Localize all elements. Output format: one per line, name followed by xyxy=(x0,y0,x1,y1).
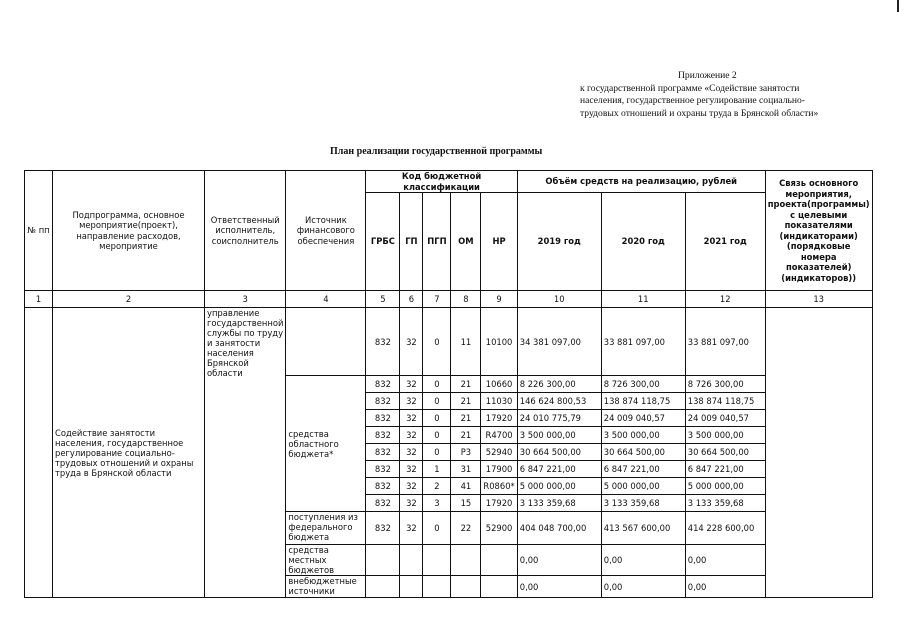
cell-2021: 8 726 300,00 xyxy=(685,376,765,393)
cell-grbs: 832 xyxy=(366,478,400,495)
cell-om: 11 xyxy=(451,308,481,376)
cell-nr: 17920 xyxy=(481,410,517,427)
cell-pgp: 0 xyxy=(423,427,451,444)
cell-om: 15 xyxy=(451,495,481,512)
column-number: 5 xyxy=(366,291,400,308)
cell-nr: 17900 xyxy=(481,461,517,478)
cell-2019: 24 010 775,79 xyxy=(517,410,601,427)
cell-2020: 33 881 097,00 xyxy=(601,308,685,376)
cell-2019: 6 847 221,00 xyxy=(517,461,601,478)
cell-grbs: 832 xyxy=(366,444,400,461)
header-nr: НР xyxy=(481,193,517,291)
cell-2020: 0,00 xyxy=(601,545,685,576)
cell-pgp: 0 xyxy=(423,376,451,393)
cell-grbs: 832 xyxy=(366,308,400,376)
column-number: 8 xyxy=(451,291,481,308)
cell-2021: 30 664 500,00 xyxy=(685,444,765,461)
header-2021: 2021 год xyxy=(685,193,765,291)
cell-gp: 32 xyxy=(400,393,423,410)
cell-gp: 32 xyxy=(400,461,423,478)
cell-2021: 5 000 000,00 xyxy=(685,478,765,495)
cell-pgp: 0 xyxy=(423,410,451,427)
cell-gp: 32 xyxy=(400,427,423,444)
cell-gp: 32 xyxy=(400,308,423,376)
cell-nr: R0860* xyxy=(481,478,517,495)
cell-pgp: 2 xyxy=(423,478,451,495)
table-row xyxy=(25,308,873,376)
cell-nr: 10660 xyxy=(481,376,517,393)
column-number: 9 xyxy=(481,291,517,308)
plan-table xyxy=(24,170,873,598)
column-number: 3 xyxy=(205,291,286,308)
cell-2021: 138 874 118,75 xyxy=(685,393,765,410)
cell-om: 21 xyxy=(451,376,481,393)
cell-2020: 5 000 000,00 xyxy=(601,478,685,495)
cell-gp: 32 xyxy=(400,478,423,495)
source-empty xyxy=(286,308,366,376)
cell-pgp: 3 xyxy=(423,495,451,512)
header-source: Источник финансового обеспечения xyxy=(286,171,366,291)
column-number: 6 xyxy=(400,291,423,308)
cell-gp xyxy=(400,545,423,576)
source-federal: поступления из федерального бюджета xyxy=(286,512,366,545)
cell-2019: 30 664 500,00 xyxy=(517,444,601,461)
cell-om: 21 xyxy=(451,410,481,427)
cell-om: P3 xyxy=(451,444,481,461)
cell-nr xyxy=(481,545,517,576)
cell-grbs: 832 xyxy=(366,410,400,427)
cell-grbs: 832 xyxy=(366,495,400,512)
cell-om: 41 xyxy=(451,478,481,495)
column-number: 4 xyxy=(286,291,366,308)
cell-pgp: 0 xyxy=(423,308,451,376)
header-2019: 2019 год xyxy=(517,193,601,291)
cell-2020: 3 500 000,00 xyxy=(601,427,685,444)
cell-grbs: 832 xyxy=(366,376,400,393)
source-regional: средства областного бюджета* xyxy=(286,376,366,512)
cell-nr xyxy=(481,576,517,598)
header-volume: Объём средств на реализацию, рублей xyxy=(517,171,765,193)
cell-nr: R4700 xyxy=(481,427,517,444)
cell-gp: 32 xyxy=(400,410,423,427)
cell-2019: 3 133 359,68 xyxy=(517,495,601,512)
cell-2021: 0,00 xyxy=(685,545,765,576)
header-2020: 2020 год xyxy=(601,193,685,291)
appendix-title: Приложение 2 xyxy=(678,70,737,81)
header-budget-code: Код бюджетной классификации xyxy=(366,171,517,193)
header-subprogram: Подпрограмма, основное мероприятие(проект), направление расходов, мероприятие xyxy=(53,171,205,291)
subprogram-name: Содействие занятости населения, государственное регулирование социально-трудовых отношений и охраны труда в Брянской области xyxy=(53,308,205,598)
cell-pgp xyxy=(423,545,451,576)
link-cell xyxy=(765,308,872,598)
cell-2019: 34 381 097,00 xyxy=(517,308,601,376)
appendix-line: населения, государственное регулирование социально- xyxy=(580,95,805,106)
executor-name: управление государственной службы по труду и занятости населения Брянской области xyxy=(205,308,286,598)
cell-pgp: 0 xyxy=(423,393,451,410)
cell-2020: 413 567 600,00 xyxy=(601,512,685,545)
cell-grbs xyxy=(366,545,400,576)
column-number: 12 xyxy=(685,291,765,308)
plan-title: План реализации государственной программы xyxy=(330,146,543,157)
cell-2020: 138 874 118,75 xyxy=(601,393,685,410)
header-om: ОМ xyxy=(451,193,481,291)
cell-2021: 3 133 359,68 xyxy=(685,495,765,512)
appendix-line: к государственной программе «Содействие занятости xyxy=(580,82,800,94)
source-offbudget: внебюджетные источники xyxy=(286,576,366,598)
cell-nr: 17920 xyxy=(481,495,517,512)
cell-2019: 146 624 800,53 xyxy=(517,393,601,410)
cell-om xyxy=(451,545,481,576)
header-pgp: ПГП xyxy=(423,193,451,291)
cell-grbs: 832 xyxy=(366,461,400,478)
cell-gp xyxy=(400,576,423,598)
cell-om: 21 xyxy=(451,427,481,444)
cell-nr: 52900 xyxy=(481,512,517,545)
header-link: Связь основного мероприятия, проекта(программы) с целевыми показателями (индикаторами) (порядковые номера показателей) (индикаторов)) xyxy=(765,171,872,291)
cell-pgp: 0 xyxy=(423,512,451,545)
cell-2020: 3 133 359,68 xyxy=(601,495,685,512)
cell-2021: 414 228 600,00 xyxy=(685,512,765,545)
header-no: № пп xyxy=(25,171,53,291)
cell-om: 22 xyxy=(451,512,481,545)
header-grbs: ГРБС xyxy=(366,193,400,291)
cell-grbs: 832 xyxy=(366,393,400,410)
source-local: средства местных бюджетов xyxy=(286,545,366,576)
cell-gp: 32 xyxy=(400,444,423,461)
cell-om: 21 xyxy=(451,393,481,410)
cell-2019: 0,00 xyxy=(517,545,601,576)
row-number-cell xyxy=(25,308,53,598)
cell-pgp xyxy=(423,576,451,598)
column-number: 1 xyxy=(25,291,53,308)
cell-grbs: 832 xyxy=(366,512,400,545)
cell-2019: 8 226 300,00 xyxy=(517,376,601,393)
column-number: 7 xyxy=(423,291,451,308)
cell-nr: 11030 xyxy=(481,393,517,410)
cell-2021: 33 881 097,00 xyxy=(685,308,765,376)
cell-2021: 3 500 000,00 xyxy=(685,427,765,444)
cell-2019: 404 048 700,00 xyxy=(517,512,601,545)
cell-gp: 32 xyxy=(400,376,423,393)
cell-om xyxy=(451,576,481,598)
column-number: 13 xyxy=(765,291,872,308)
cell-2020: 6 847 221,00 xyxy=(601,461,685,478)
cell-2020: 0,00 xyxy=(601,576,685,598)
cell-grbs xyxy=(366,576,400,598)
cell-2021: 24 009 040,57 xyxy=(685,410,765,427)
appendix-block xyxy=(580,70,880,120)
column-number: 2 xyxy=(53,291,205,308)
cell-nr: 10100 xyxy=(481,308,517,376)
cell-2020: 8 726 300,00 xyxy=(601,376,685,393)
header-executor: Ответственный исполнитель, соисполнитель xyxy=(205,171,286,291)
cell-2021: 6 847 221,00 xyxy=(685,461,765,478)
appendix-line: трудовых отношений и охраны труда в Брянской области» xyxy=(580,107,819,119)
cell-pgp: 1 xyxy=(423,461,451,478)
cell-grbs: 832 xyxy=(366,427,400,444)
cell-gp: 32 xyxy=(400,495,423,512)
cell-2019: 0,00 xyxy=(517,576,601,598)
header-gp: ГП xyxy=(400,193,423,291)
column-number: 11 xyxy=(601,291,685,308)
cell-2020: 30 664 500,00 xyxy=(601,444,685,461)
scan-mark xyxy=(897,0,899,12)
cell-nr: 52940 xyxy=(481,444,517,461)
column-number: 10 xyxy=(517,291,601,308)
cell-2021: 0,00 xyxy=(685,576,765,598)
cell-2019: 3 500 000,00 xyxy=(517,427,601,444)
cell-2019: 5 000 000,00 xyxy=(517,478,601,495)
cell-gp: 32 xyxy=(400,512,423,545)
cell-om: 31 xyxy=(451,461,481,478)
cell-2020: 24 009 040,57 xyxy=(601,410,685,427)
cell-pgp: 0 xyxy=(423,444,451,461)
